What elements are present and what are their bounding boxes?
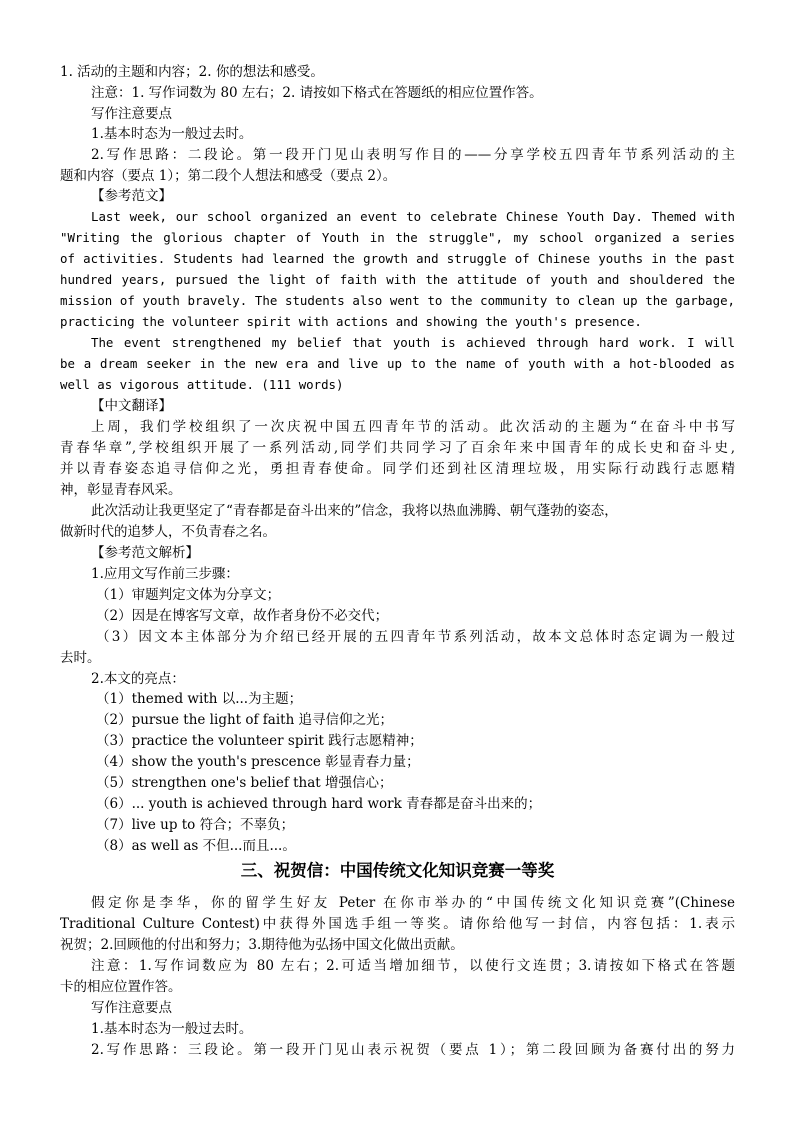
essay-line: hundred years, pursued the light of faith with the attitude of youth and shouldered the xyxy=(60,272,735,287)
writing-tips-title: 写作注意要点 xyxy=(91,1000,172,1016)
highlight-item: （5）strengthen one's belief that 增强信心； xyxy=(96,775,393,791)
essay-line: "Writing the glorious chapter of Youth in the struggle", my school organized a series xyxy=(60,230,735,245)
highlight-item: （1）themed with 以...为主题； xyxy=(96,691,303,707)
essay-line: Last week, our school organized an event to celebrate Chinese Youth Day. Themed with xyxy=(91,209,735,224)
analysis-line: （2）因是在博客写文章，故作者身份不必交代； xyxy=(96,608,389,624)
highlight-item: （3）practice the volunteer spirit 践行志愿精神； xyxy=(96,733,423,749)
essay-line: well as vigorous attitude. (111 words) xyxy=(60,377,344,392)
translation-line: 做新时代的追梦人，不负青春之名。 xyxy=(60,524,276,540)
note-line: 卡的相应位置作答。 xyxy=(60,979,182,995)
tip-structure: 2.写作思路：二段论。第一段开门见山表明写作目的——分享学校五四青年节系列活动的主 xyxy=(91,147,735,163)
essay-line: be a dream seeker in the new era and live up to the name of youth with a hot-blooded as xyxy=(60,356,735,371)
task-points-line: 1. 活动的主题和内容；2. 你的想法和感受。 xyxy=(60,64,324,80)
essay-line: The event strengthened my belief that youth is achieved through hard work. I will xyxy=(91,335,735,350)
highlight-item: （2）pursue the light of faith 追寻信仰之光； xyxy=(96,712,394,728)
highlight-item: （4）show the youth's prescence 彰显青春力量； xyxy=(96,754,420,770)
prompt-line: Traditional Culture Contest)中获得外国选手组一等奖。请你给他写一封信，内容包括：1.表示 xyxy=(60,916,735,932)
tip-structure: 2.写作思路：三段论。第一段开门见山表示祝贺（要点 1）；第二段回顾为备赛付出的努力 xyxy=(91,1042,735,1058)
highlight-item: （7）live up to 符合；不辜负； xyxy=(96,817,295,833)
analysis-label: 【参考范文解析】 xyxy=(91,545,199,561)
analysis-line: （3）因文本主体部分为介绍已经开展的五四青年节系列活动，故本文总体时态定调为一般过 xyxy=(96,629,735,645)
essay-line: of activities. Students had learned the growth and struggle of Chinese youths in the past xyxy=(60,251,735,266)
prompt-line: 假定你是李华，你的留学生好友 Peter 在你市举办的“中国传统文化知识竞赛”(Chinese xyxy=(91,895,735,911)
tip-structure-cont: 题和内容（要点 1）；第二段个人想法和感受（要点 2）。 xyxy=(60,168,397,184)
analysis-line: （1）审题判定文体为分享文； xyxy=(96,587,281,603)
highlights-title: 2.本文的亮点： xyxy=(91,671,185,687)
translation-line: 此次活动让我更坚定了“青春都是奋斗出来的”信念，我将以热血沸腾、朝气蓬勃的姿态， xyxy=(91,503,618,519)
translation-line: 青春华章”,学校组织开展了一系列活动,同学们共同学习了百余年来中国青年的成长史和奋斗史, xyxy=(60,440,735,456)
note-line: 注意：1.写作词数应为 80 左右；2.可适当增加细节，以使行文连贯；3.请按如下格式在答题 xyxy=(91,958,735,974)
analysis-line: 去时。 xyxy=(60,650,101,666)
essay-line: practicing the volunteer spirit with actions and showing the youth's presence. xyxy=(60,314,642,329)
translation-label: 【中文翻译】 xyxy=(91,398,172,414)
highlight-item: （6）... youth is achieved through hard work 青春都是奋斗出来的； xyxy=(96,796,542,812)
tip-tense: 1.基本时态为一般过去时。 xyxy=(91,1021,253,1037)
tip-tense: 1.基本时态为一般过去时。 xyxy=(91,126,253,142)
analysis-line: 1.应用文写作前三步骤： xyxy=(91,566,239,582)
writing-tips-title: 写作注意要点 xyxy=(91,106,172,122)
translation-line: 神，彰显青春风采。 xyxy=(60,482,182,498)
essay-line: mission of youth bravely. The students also went to the community to clean up the garbage, xyxy=(60,293,735,308)
note-line: 注意：1. 写作词数为 80 左右；2. 请按如下格式在答题纸的相应位置作答。 xyxy=(91,85,543,101)
translation-line: 上周，我们学校组织了一次庆祝中国五四青年节的活动。此次活动的主题为“在奋斗中书写 xyxy=(91,419,735,435)
sample-essay-label: 【参考范文】 xyxy=(91,188,172,204)
prompt-line: 祝贺；2.回顾他的付出和努力；3.期待他为弘扬中国文化做出贡献。 xyxy=(60,937,464,953)
highlight-item: （8）as well as 不但...而且...。 xyxy=(96,838,296,854)
translation-line: 并以青春姿态追寻信仰之光，勇担青春使命。同学们还到社区清理垃圾，用实际行动践行志愿精 xyxy=(60,461,735,477)
section-heading: 三、祝贺信：中国传统文化知识竞赛一等奖 xyxy=(240,861,555,880)
